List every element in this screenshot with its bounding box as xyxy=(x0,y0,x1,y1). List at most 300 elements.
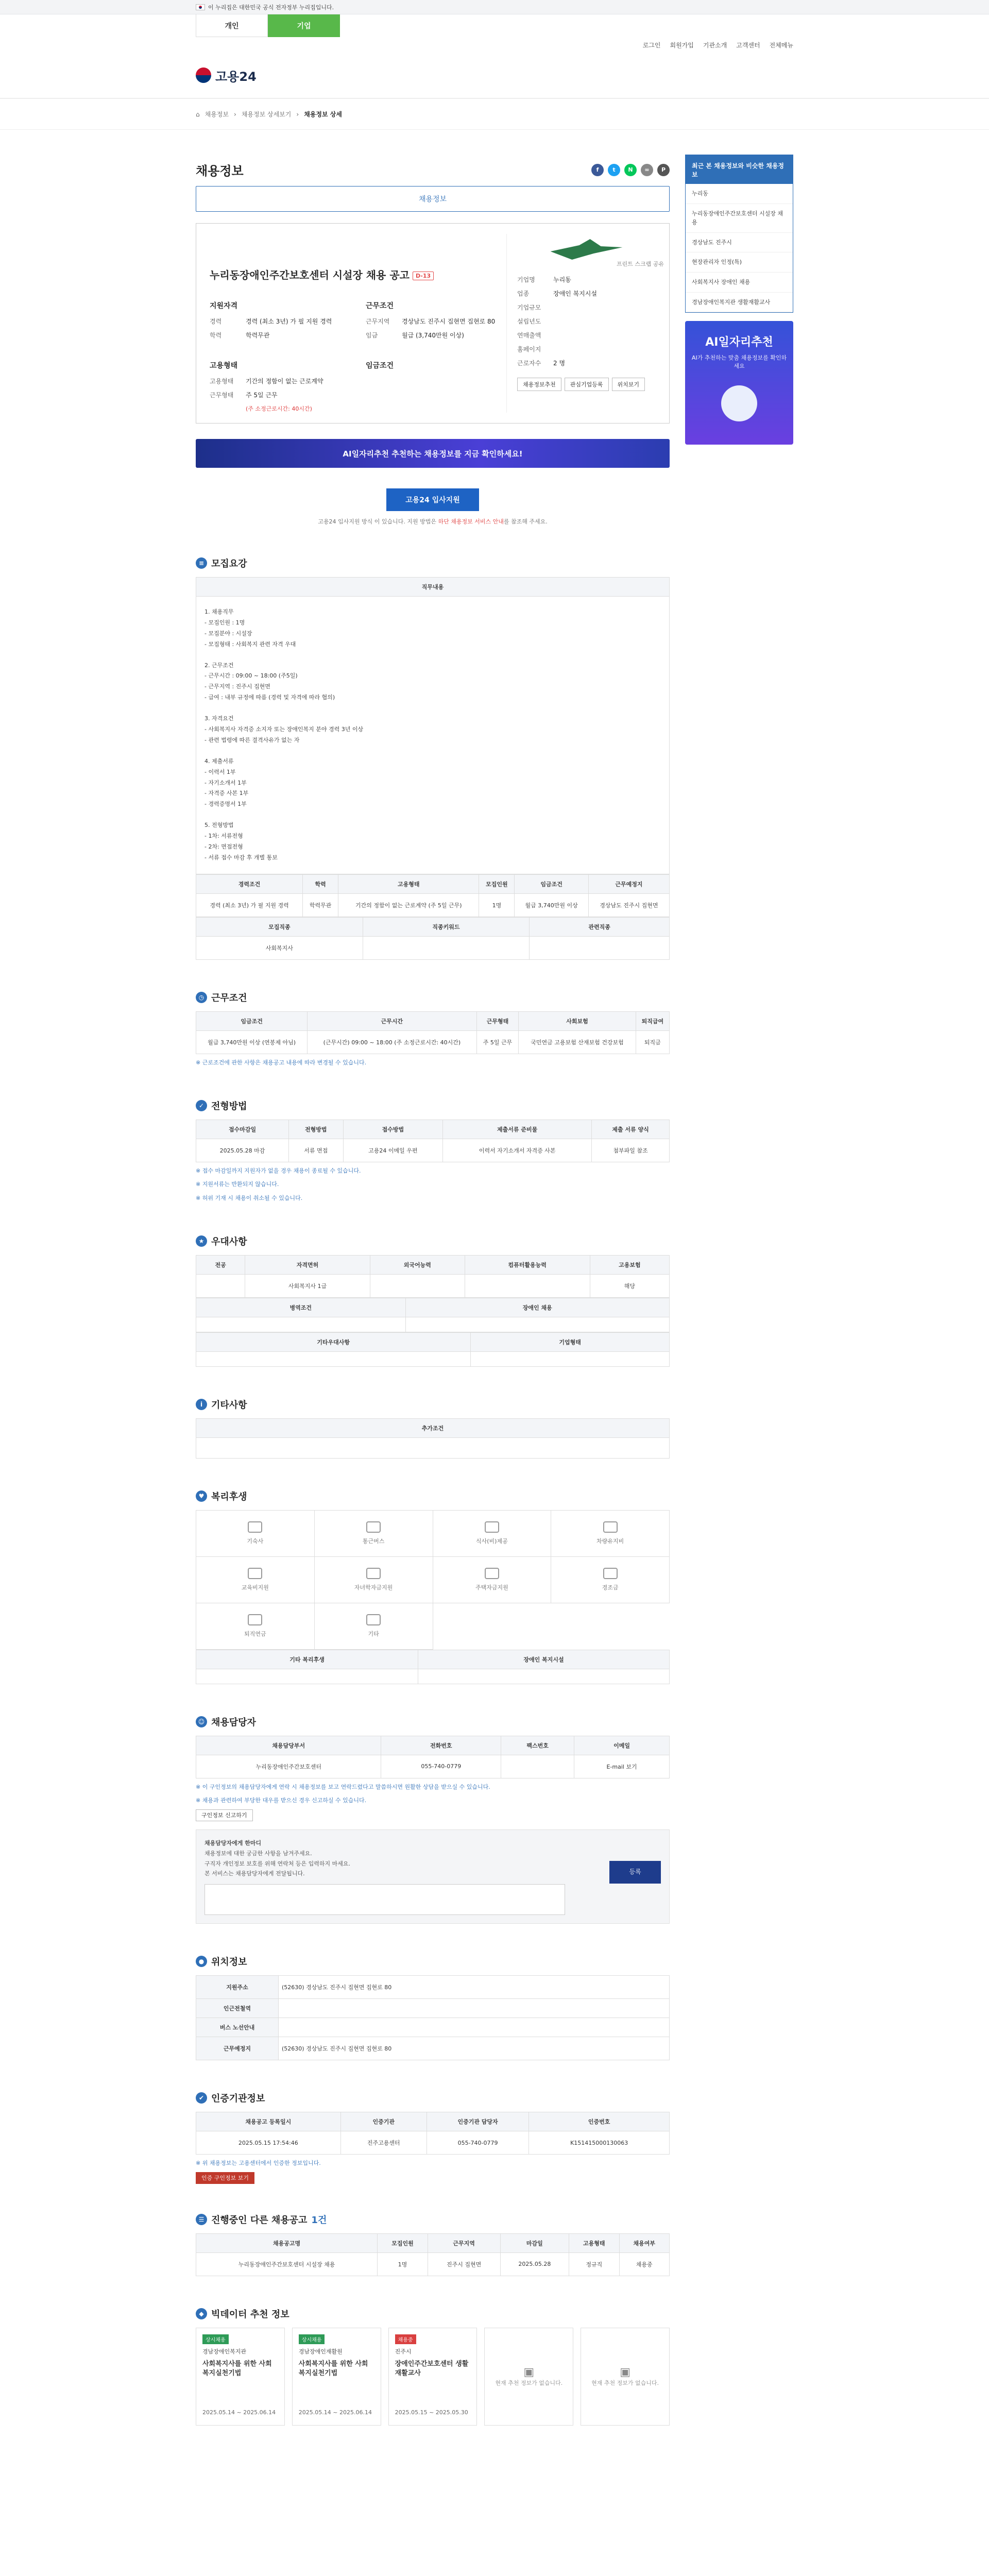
cert-note: ※ 위 채용정보는 고용센터에서 인증한 정보입니다. xyxy=(196,2160,321,2167)
other-title: 진행중인 다른 채용공고 xyxy=(211,2214,308,2226)
recruit-title: 모집요강 xyxy=(211,558,247,569)
ai-card-tag: 상시채용 xyxy=(299,2334,325,2344)
company-row xyxy=(517,289,656,298)
ai-card-empty xyxy=(581,2328,670,2426)
type-value: 기간의 정함이 없는 근로계약 xyxy=(246,378,323,385)
table-header: 근무형태 xyxy=(476,1011,519,1030)
side-item[interactable]: 경상남도 진주시 xyxy=(686,233,793,253)
ai-heading xyxy=(196,2307,670,2320)
table-cell: 2025.05.28 마감 xyxy=(196,1139,289,1162)
manager-title: 채용담당자 xyxy=(211,1717,256,1728)
table-cell: 누리동장애인주간보호센터 시설장 채용 xyxy=(196,2252,378,2276)
table-cell: 2025.05.28 xyxy=(500,2252,569,2276)
qual-row xyxy=(210,317,350,326)
company-key: 설립년도 xyxy=(517,318,541,325)
side-ai-title: AI일자리추천 xyxy=(705,336,773,349)
location-key: 버스 노선안내 xyxy=(196,2018,279,2037)
other-heading xyxy=(196,2213,670,2226)
facebook-icon[interactable]: f xyxy=(591,164,604,176)
recruit-detail-line: - 모집인원 : 1명 xyxy=(204,619,245,626)
ai-card-title: 사회복지사를 위한 사회복지실천기법 xyxy=(202,2360,272,2377)
map-button[interactable]: 위치보기 xyxy=(612,378,645,391)
table-cell xyxy=(196,1274,245,1297)
manager-note-1: ※ 이 구인정보의 채용담당자에게 연락 시 채용정보를 보고 연락드렸다고 말씀하시면 원활한 상담을 받으실 수 있습니다. xyxy=(196,1783,490,1790)
table-cell xyxy=(471,1351,670,1366)
apply-note-link[interactable]: 하단 채용정보 서비스 안내 xyxy=(438,518,504,525)
link-icon[interactable]: ∞ xyxy=(641,164,653,176)
pref-section xyxy=(196,1234,670,1367)
ai-card[interactable] xyxy=(388,2328,478,2426)
table-cell: 월급 3,740만원 이상 xyxy=(515,893,588,917)
work-note: ※ 근로조건에 관한 사항은 채용공고 내용에 따라 변경될 수 있습니다. xyxy=(196,1059,367,1066)
other-table xyxy=(196,2233,670,2276)
welfare-extra-cell xyxy=(196,1669,418,1684)
table-header: 모집직종 xyxy=(196,917,363,936)
ai-card-empty xyxy=(484,2328,573,2426)
pref-heading xyxy=(196,1234,670,1248)
type-row xyxy=(210,391,350,399)
table-header: 직종키워드 xyxy=(363,917,530,936)
card-tools[interactable]: 프린트 스크랩 공유 xyxy=(616,261,664,267)
table-header: 접수방법 xyxy=(343,1120,443,1139)
table-cell xyxy=(530,936,670,959)
table-header: 장애인 채용 xyxy=(405,1298,669,1317)
recruit-detail-line: - 모집분야 : 시설장 xyxy=(204,630,252,637)
table-cell: 2025.05.15 17:54:46 xyxy=(196,2131,341,2155)
company-key: 기업명 xyxy=(517,276,535,283)
welfare-extra-cell-2 xyxy=(418,1669,670,1684)
welfare-item xyxy=(196,1511,315,1557)
recruit-table xyxy=(196,577,670,597)
site-logo[interactable] xyxy=(196,66,257,84)
apply-note xyxy=(196,517,670,526)
util-menu[interactable]: 전체메뉴 xyxy=(769,41,793,49)
ai-card-date: 2025.05.14 ~ 2025.06.14 xyxy=(202,2409,276,2416)
ai-empty-text: 현재 추천 정보가 없습니다. xyxy=(495,2380,563,2387)
welfare-icon xyxy=(603,1568,618,1579)
company-row xyxy=(517,331,656,340)
pin-icon: ● xyxy=(196,1956,207,1967)
job-title xyxy=(210,267,506,282)
badge-icon: ✔ xyxy=(196,2092,207,2104)
person-icon: ☺ xyxy=(196,1716,207,1727)
welfare-icon xyxy=(366,1614,381,1625)
side-item[interactable]: 현장관리자 인정(특) xyxy=(686,252,793,273)
table-cell: K151415000130063 xyxy=(529,2131,670,2155)
korea-flag-icon xyxy=(196,4,205,10)
location-value: (52630) 경상남도 진주시 집현면 집현로 80 xyxy=(279,2037,670,2060)
company-key: 업종 xyxy=(517,290,530,297)
process-heading xyxy=(196,1099,670,1112)
recruit-section xyxy=(196,556,670,960)
company-value: 누리동 xyxy=(553,276,571,283)
table-header: 모집인원 xyxy=(479,874,515,893)
welfare-title: 복리후생 xyxy=(211,1491,247,1502)
table-cell: 학력무관 xyxy=(303,893,338,917)
table-header: 전공 xyxy=(196,1255,245,1274)
welfare-label: 주택자금지원 xyxy=(475,1584,508,1591)
print-icon[interactable]: P xyxy=(657,164,670,176)
etc-title: 기타사항 xyxy=(211,1399,247,1411)
table-header: 채용담당부서 xyxy=(196,1736,381,1755)
recruit-detail-line: 4. 제출서류 xyxy=(204,757,234,765)
ai-card[interactable] xyxy=(196,2328,285,2426)
location-section xyxy=(196,1955,670,2060)
table-cell: 정규직 xyxy=(569,2252,619,2276)
type-row xyxy=(210,377,350,385)
table-cell: E-mail 보기 xyxy=(574,1755,670,1778)
table-header: 임금조건 xyxy=(196,1011,308,1030)
dday-badge: D-13 xyxy=(413,272,434,280)
side-ai-sub: AI가 추천하는 맞춤 채용정보를 확인하세요 xyxy=(691,354,787,370)
naver-icon[interactable]: N xyxy=(624,164,637,176)
table-header: 관련직종 xyxy=(530,917,670,936)
recruit-detail-line: - 자격증 사본 1부 xyxy=(204,790,249,797)
util-links xyxy=(0,37,989,53)
table-header: 인증기관 xyxy=(340,2112,427,2131)
cond-value: 월급 (3,740만원 이상) xyxy=(402,332,464,339)
cond-row xyxy=(366,331,506,340)
company-key: 근로자수 xyxy=(517,360,541,367)
home-icon[interactable]: ⌂ xyxy=(196,110,200,118)
etc-section xyxy=(196,1398,670,1459)
recruit-job-table xyxy=(196,917,670,960)
location-value xyxy=(279,2018,670,2037)
table-cell: 퇴직금 xyxy=(636,1030,669,1054)
table-cell: 첨부파일 참조 xyxy=(592,1139,670,1162)
ai-card-tag: 상시채용 xyxy=(202,2334,229,2344)
table-header: 접수마감일 xyxy=(196,1120,289,1139)
welfare-item xyxy=(315,1603,433,1650)
message-textarea[interactable] xyxy=(204,1884,565,1915)
ai-card[interactable] xyxy=(292,2328,381,2426)
table-header: 전화번호 xyxy=(381,1736,501,1755)
process-note-2: ※ 지원서류는 반환되지 않습니다. xyxy=(196,1181,279,1188)
ai-card-title: 장애인주간보호센터 생활재활교사 xyxy=(395,2360,469,2377)
recruit-head: 직무내용 xyxy=(196,578,670,597)
salary-heading: 임금조건 xyxy=(366,362,394,370)
cond-value: 경상남도 진주시 집현면 집현로 80 xyxy=(402,318,496,325)
page-head xyxy=(196,161,670,179)
process-section xyxy=(196,1099,670,1204)
cond-heading: 근무조건 xyxy=(366,302,394,310)
welfare-icon xyxy=(603,1521,618,1533)
location-key: 근무예정지 xyxy=(196,2037,279,2060)
top-tabs xyxy=(0,14,989,37)
apply-button[interactable]: 고용24 입사지원 xyxy=(386,488,479,511)
table-header: 학력 xyxy=(303,874,338,893)
welfare-label: 기타 xyxy=(368,1631,379,1638)
cond-col xyxy=(366,300,506,413)
welfare-item xyxy=(196,1603,315,1650)
manager-note-2: ※ 채용과 관련하여 부당한 대우를 받으신 경우 신고하실 수 있습니다. xyxy=(196,1797,367,1804)
recruit-detail-line: 5. 전형방법 xyxy=(204,822,234,829)
ai-banner[interactable]: AI일자리추천 추천하는 채용정보를 지금 확인하세요! xyxy=(196,439,670,468)
recruit-detail-line: - 1차: 서류전형 xyxy=(204,833,243,840)
table-header: 모집인원 xyxy=(378,2233,428,2252)
ai-section xyxy=(196,2307,670,2426)
table-header: 근무시간 xyxy=(308,1011,477,1030)
message-line-2: 구직자 개인정보 보호를 위해 연락처 등은 입력하지 마세요. xyxy=(204,1860,350,1867)
welfare-icon xyxy=(248,1568,262,1579)
interest-button[interactable]: 관심기업등록 xyxy=(565,378,609,391)
company-row xyxy=(517,359,656,367)
company-row xyxy=(517,275,656,284)
work-table xyxy=(196,1011,670,1054)
welfare-item xyxy=(551,1511,670,1557)
pref-table xyxy=(196,1255,670,1298)
util-about[interactable]: 기관소개 xyxy=(703,41,727,49)
table-header: 사회보험 xyxy=(519,1011,636,1030)
company-row xyxy=(517,303,656,312)
type-extra: (주 소정근로시간: 40시간) xyxy=(246,405,312,412)
side-item[interactable]: 누리동장애인주간보호센터 시설장 채용 xyxy=(686,204,793,233)
recruit-detail-line: - 서류 접수 마감 후 개별 통보 xyxy=(204,854,278,861)
welfare-item xyxy=(315,1511,433,1557)
side-item[interactable]: 경남장애인복지관 생활재활교사 xyxy=(686,293,793,313)
table-cell: 사회복지사 xyxy=(196,936,363,959)
table-header: 제출서류 준비물 xyxy=(443,1120,592,1139)
info-icon: i xyxy=(196,1399,207,1410)
table-cell xyxy=(370,1274,465,1297)
table-header: 인증기관 담당자 xyxy=(427,2112,529,2131)
tab-job-info[interactable]: 채용정보 xyxy=(196,186,670,212)
page-title: 채용정보 xyxy=(196,164,244,178)
company-value: 장애인 복지시설 xyxy=(553,290,597,297)
cert-title: 인증기관정보 xyxy=(211,2093,265,2105)
etc-heading xyxy=(196,1398,670,1411)
table-header: 이메일 xyxy=(574,1736,670,1755)
table-header: 채용공고 등록일시 xyxy=(196,2112,341,2131)
pref-table-2 xyxy=(196,1298,670,1332)
company-buttons xyxy=(517,378,656,391)
company-row xyxy=(517,317,656,326)
cond-key: 근무지역 xyxy=(366,318,390,325)
work-section xyxy=(196,991,670,1068)
table-cell: 진주시 집현면 xyxy=(428,2252,500,2276)
table-cell: 이력서 자기소개서 자격증 사본 xyxy=(443,1139,592,1162)
table-header: 전형방법 xyxy=(289,1120,343,1139)
welfare-label: 기숙사 xyxy=(247,1538,264,1545)
table-cell: 고용24 이메일 우편 xyxy=(343,1139,443,1162)
recruit-detail-line: - 근무시간 : 09:00 ~ 18:00 (주5일) xyxy=(204,672,298,680)
welfare-heading xyxy=(196,1489,670,1503)
other-count: 1건 xyxy=(311,2214,327,2226)
table-cell xyxy=(363,936,530,959)
location-key: 지원주소 xyxy=(196,1976,279,1999)
table-header: 채용공고명 xyxy=(196,2233,378,2252)
job-summary-card xyxy=(196,223,670,423)
ai-cards xyxy=(196,2328,670,2426)
breadcrumb-home[interactable]: 채용정보 xyxy=(204,111,229,118)
process-title: 전형방법 xyxy=(211,1100,247,1112)
company-value xyxy=(553,303,656,312)
table-header: 근무지역 xyxy=(428,2233,500,2252)
report-button[interactable]: 구인정보 신고하기 xyxy=(196,1809,253,1821)
welfare-label: 자녀학자금지원 xyxy=(354,1584,393,1591)
breadcrumb: ⌂ 채용정보 › 채용정보 상세보기 › 채용정보 상세 xyxy=(0,99,989,130)
location-value xyxy=(279,1999,670,2018)
gift-icon: ♥ xyxy=(196,1490,207,1502)
tab-company[interactable]: 기업 xyxy=(268,14,340,37)
welfare-section xyxy=(196,1489,670,1684)
welfare-label: 통근버스 xyxy=(362,1538,385,1545)
process-note-3: ※ 허위 기재 시 채용이 취소될 수 있습니다. xyxy=(196,1194,303,1201)
welfare-label: 교육비지원 xyxy=(241,1584,269,1591)
manager-section xyxy=(196,1715,670,1924)
company-row xyxy=(517,345,656,353)
cond-key: 임금 xyxy=(366,332,378,339)
table-header: 병역조건 xyxy=(196,1298,406,1317)
util-help[interactable]: 고객센터 xyxy=(736,41,760,49)
ai-card-org: 경남장애인복지관 xyxy=(202,2348,247,2355)
table-header: 기업형태 xyxy=(471,1332,670,1351)
table-cell xyxy=(501,1755,574,1778)
work-heading xyxy=(196,991,670,1004)
process-note-1: ※ 접수 마감일까지 지원자가 없을 경우 채용이 종료될 수 있습니다. xyxy=(196,1167,361,1174)
table-cell xyxy=(196,1351,471,1366)
welfare-icon xyxy=(248,1521,262,1533)
welfare-icon xyxy=(248,1614,262,1625)
recruit-detail-line: - 급여 : 내부 규정에 따름 (경력 및 자격에 따라 협의) xyxy=(204,694,335,701)
cond-row xyxy=(366,317,506,326)
location-key: 인근전철역 xyxy=(196,1999,279,2018)
welfare-item xyxy=(196,1557,315,1603)
recruit-detail-line: - 관련 법령에 따른 결격사유가 없는 자 xyxy=(204,736,300,743)
ai-card-tag: 채용중 xyxy=(395,2334,416,2344)
pref-title: 우대사항 xyxy=(211,1236,247,1247)
message-submit-button[interactable]: 등록 xyxy=(609,1861,661,1884)
recruit-detail-line: 3. 자격요건 xyxy=(204,715,234,722)
cert-heading xyxy=(196,2091,670,2105)
recruit-detail-line: - 경력증명서 1부 xyxy=(204,801,247,808)
recruit-detail-line: - 사회복지사 자격증 소지자 또는 장애인복지 분야 경력 3년 이상 xyxy=(204,726,364,733)
table-header: 외국어능력 xyxy=(370,1255,465,1274)
message-title: 채용담당자에게 한마디 xyxy=(204,1839,262,1846)
table-header: 컴퓨터활용능력 xyxy=(465,1255,590,1274)
site-header xyxy=(0,53,989,99)
process-table xyxy=(196,1120,670,1162)
util-join[interactable]: 회원가입 xyxy=(670,41,694,49)
table-header: 자격면허 xyxy=(245,1255,370,1274)
table-cell: 주 5일 근무 xyxy=(476,1030,519,1054)
side-item[interactable]: 사회복지사 장애인 채용 xyxy=(686,273,793,293)
ai-card-title: 사회복지사를 위한 사회복지실천기법 xyxy=(298,2360,368,2377)
welfare-grid xyxy=(196,1510,670,1650)
table-cell: 국민연금 고용보험 산재보험 건강보험 xyxy=(519,1030,636,1054)
tab-personal[interactable]: 개인 xyxy=(196,14,268,37)
table-cell: 해당 xyxy=(590,1274,669,1297)
recruit-detail-line xyxy=(204,746,661,756)
ai-card-org: 진주시 xyxy=(395,2348,412,2355)
recruit-detail-line: - 근무지역 : 진주시 집현면 xyxy=(204,683,270,690)
qual-key: 경력 xyxy=(210,318,222,325)
job-summary xyxy=(210,300,506,413)
welfare-item xyxy=(315,1557,433,1603)
location-heading xyxy=(196,1955,670,1968)
company-value: 2 명 xyxy=(553,360,566,367)
table-cell: 사회복지사 1급 xyxy=(245,1274,370,1297)
company-key: 홈페이지 xyxy=(517,346,541,353)
empty-icon: ▣ xyxy=(523,2366,535,2379)
company-value xyxy=(553,345,656,353)
welfare-icon xyxy=(366,1521,381,1533)
cert-section xyxy=(196,2091,670,2182)
side-ai-ad[interactable] xyxy=(685,321,793,445)
type-key: 고용형태 xyxy=(210,378,234,385)
etc-table xyxy=(196,1418,670,1459)
table-cell: 서류 면접 xyxy=(289,1139,343,1162)
list-icon: ☰ xyxy=(196,2214,207,2225)
recommend-button[interactable]: 채용정보추천 xyxy=(517,378,561,391)
table-cell: 055-740-0779 xyxy=(427,2131,529,2155)
util-login[interactable]: 로그인 xyxy=(642,41,661,49)
table-header: 경력조건 xyxy=(196,874,303,893)
etc-head: 추가조건 xyxy=(196,1418,670,1437)
etc-cell xyxy=(196,1437,670,1458)
apply-note-end: 를 참조해 주세요. xyxy=(503,518,548,525)
cert-button[interactable]: 인증 구인정보 보기 xyxy=(196,2172,254,2184)
company-value xyxy=(553,317,656,326)
table-header: 퇴직급여 xyxy=(636,1011,669,1030)
recruit-summary-table xyxy=(196,874,670,917)
recruit-detail xyxy=(196,597,670,874)
pref-table-3 xyxy=(196,1332,670,1367)
company-key: 연매출액 xyxy=(517,332,541,339)
qual-key: 학력 xyxy=(210,332,222,339)
message-line-1: 채용정보에 대한 궁금한 사항을 남겨주세요. xyxy=(204,1850,312,1857)
table-cell: 1명 xyxy=(479,893,515,917)
company-value xyxy=(553,331,656,340)
twitter-icon[interactable]: t xyxy=(608,164,620,176)
welfare-label: 식사(비)제공 xyxy=(476,1538,508,1545)
recruit-detail-line: 2. 근무조건 xyxy=(204,662,234,669)
other-section xyxy=(196,2213,670,2276)
welfare-icon xyxy=(485,1568,499,1579)
recruit-detail-line: - 자기소개서 1부 xyxy=(204,779,247,786)
table-header: 제출 서류 양식 xyxy=(592,1120,670,1139)
gov-notice-text: 이 누리집은 대한민국 공식 전자정부 누리집입니다. xyxy=(208,4,334,11)
type-heading: 고용형태 xyxy=(210,362,238,370)
manager-table xyxy=(196,1736,670,1778)
check-icon: ✓ xyxy=(196,1100,207,1111)
ai-card-date: 2025.05.15 ~ 2025.05.30 xyxy=(395,2409,468,2416)
share-buttons xyxy=(591,164,670,176)
recruit-detail-line: - 2차: 면접전형 xyxy=(204,843,243,851)
message-line-3: 본 서비스는 채용담당자에게 전달됩니다. xyxy=(204,1870,305,1877)
side-item[interactable]: 누리동 xyxy=(686,184,793,204)
table-cell xyxy=(405,1317,669,1332)
chart-icon: ◆ xyxy=(196,2308,207,2319)
table-header: 임금조건 xyxy=(515,874,588,893)
table-cell: 채용중 xyxy=(619,2252,670,2276)
table-cell: 진주고용센터 xyxy=(340,2131,427,2155)
recruit-detail-line xyxy=(204,810,661,820)
breadcrumb-current: 채용정보 상세 xyxy=(304,111,342,118)
welfare-label: 경조금 xyxy=(602,1584,619,1591)
side-panel xyxy=(685,155,793,445)
ai-empty-text: 현재 추천 정보가 없습니다. xyxy=(591,2380,659,2387)
breadcrumb-mid[interactable]: 채용정보 상세보기 xyxy=(241,111,292,118)
welfare-item xyxy=(433,1511,552,1557)
table-cell: 055-740-0779 xyxy=(381,1755,501,1778)
recruit-detail-line: - 모집형태 : 사회복지 관련 자격 우대 xyxy=(204,640,296,648)
table-cell: (근무시간) 09:00 ~ 18:00 (주 소정근로시간: 40시간) xyxy=(308,1030,477,1054)
welfare-extra-head: 기타 복리후생 xyxy=(196,1650,418,1669)
table-header: 인증번호 xyxy=(529,2112,670,2131)
ai-card-org: 경남장애인재활원 xyxy=(298,2348,343,2355)
welfare-extra-table xyxy=(196,1650,670,1684)
